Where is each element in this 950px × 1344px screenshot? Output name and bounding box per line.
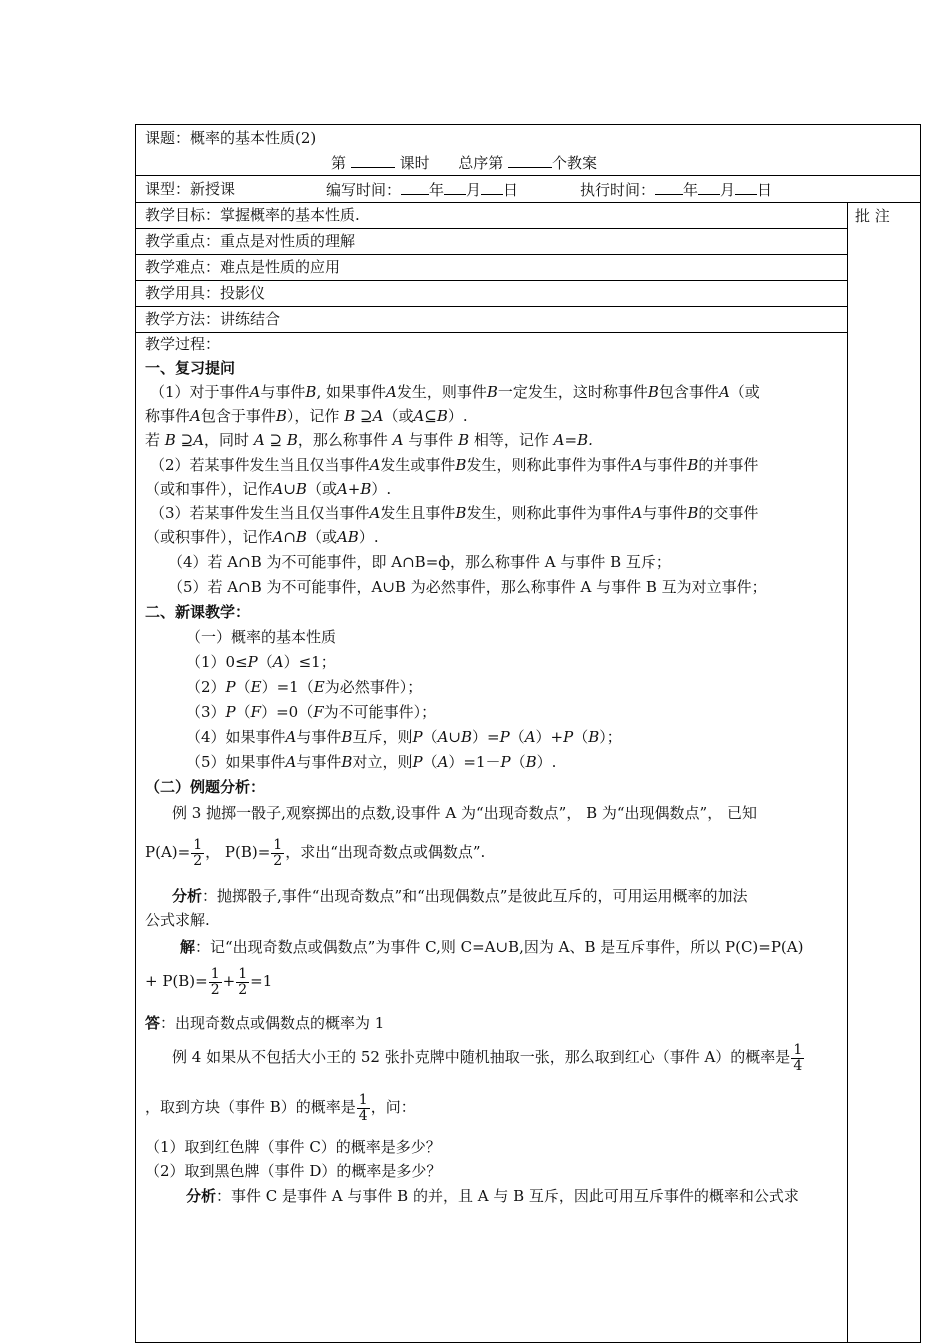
review-item-2-cont: （或和事件），记作A∪B（或A+B）. (145, 480, 392, 498)
property-3: （3）P（F）=0（F为不可能事件）； (186, 703, 437, 721)
write-time: 编写时间： 年 月 日 (326, 181, 519, 199)
teaching-goal: 教学目标：掌握概率的基本性质. (145, 206, 360, 224)
process-heading: 教学过程： (145, 335, 221, 353)
fraction-one-half: $\frac{1}{2}$ (273, 836, 283, 869)
example-4-line-1: 例 4 如果从不包括大小王的 52 张扑克牌中随机抽取一张，那么取到红心（事件 A）的概率是 $\frac{1}{4}$ (172, 1041, 803, 1074)
fraction-one-quarter: $\frac{1}{4}$ (358, 1091, 368, 1124)
review-item-3: （3）若某事件发生当且仅当事件A发生且事件B发生，则称此事件为事件A与事件B的交事件 (150, 504, 759, 522)
example-3-solution: 解：记“出现奇数点或偶数点”为事件 C,则 C=A∪B,因为 A、B 是互斥事件，所以 P(C)=P(A) (180, 938, 804, 956)
review-item-2: （2）若某事件发生当且仅当事件A发生或事件B发生，则称此事件为事件A与事件B的并事件 (150, 456, 759, 474)
property-heading: （一）概率的基本性质 (186, 628, 337, 646)
example-3-answer: 答：出现奇数点或偶数点的概率为 1 (145, 1014, 385, 1032)
example-3-solution-cont: + P(B)= $\frac{1}{2}$ + $\frac{1}{2}$ =1 (145, 965, 273, 998)
review-item-1: （1）对于事件A与事件B, 如果事件A发生，则事件B一定发生，这时称事件B包含事件A（或 (150, 383, 760, 401)
review-equality: 若 B ⊇A，同时 A ⊇ B，那么称事件 A 与事件 B 相等，记作 A=B. (145, 431, 593, 449)
example-4-analysis: 分析：事件 C 是事件 A 与事件 B 的并，且 A 与 B 互斥，因此可用互斥事件的概率和公式求 (186, 1187, 799, 1205)
session-number-blank (351, 152, 395, 168)
difficulty-row (135, 255, 848, 281)
method-row (135, 307, 848, 333)
example-4-question-1: （1）取到红色牌（事件 C）的概率是多少？ (145, 1138, 441, 1156)
key-point-row (135, 229, 848, 255)
section-new-lesson-title: 二、新课教学： (145, 603, 251, 621)
teaching-key-point: 教学重点：重点是对性质的理解 (145, 232, 356, 250)
section-examples-title: （二）例题分析： (145, 778, 266, 796)
property-4: （4）如果事件A与事件B互斥，则P（A∪B）=P（A）+P（B）； (186, 728, 622, 746)
session-info: 第 课时 总序第 个教案 (331, 154, 598, 172)
example-4-question-2: （2）取到黑色牌（事件 D）的概率是多少？ (145, 1162, 442, 1180)
course-title: 课题：概率的基本性质(2) (145, 129, 317, 147)
teaching-tools: 教学用具：投影仪 (145, 284, 266, 302)
annotation-label: 批 注 (855, 207, 890, 225)
property-2: （2）P（E）=1（E为必然事件）； (186, 678, 423, 696)
section-review-title: 一、复习提问 (145, 359, 236, 377)
review-item-5: （5）若 A∩B 为不可能事件，A∪B 为必然事件，那么称事件 A 与事件 B 互为对立事件； (168, 578, 767, 596)
teaching-process (135, 333, 848, 1343)
property-1: （1）0≤P（A）≤1； (186, 653, 336, 671)
tools-row (135, 281, 848, 307)
review-item-4: （4）若 A∩B 为不可能事件，即 A∩B=ф，那么称事件 A 与事件 B 互斥； (168, 553, 671, 571)
total-number-blank (508, 152, 552, 168)
teaching-difficulty: 教学难点：难点是性质的应用 (145, 258, 341, 276)
example-3-analysis: 分析：抛掷骰子,事件“出现奇数点”和“出现偶数点”是彼此互斥的，可用运用概率的加法 (172, 887, 748, 905)
fraction-one-half: $\frac{1}{2}$ (193, 836, 203, 869)
annotation-column (847, 203, 921, 1343)
title-row (135, 124, 921, 176)
property-5: （5）如果事件A与事件B对立，则P（A）=1－P（B）. (186, 753, 557, 771)
example-4-line-2: ，取到方块（事件 B）的概率是 $\frac{1}{4}$ ，问： (145, 1091, 416, 1124)
example-3-line-2: P(A)= $\frac{1}{2}$ ， P(B)= $\frac{1}{2}$ ，求出“出现奇数点或偶数点”. (145, 836, 486, 869)
fraction-one-half: $\frac{1}{2}$ (238, 965, 248, 998)
fraction-one-quarter: $\frac{1}{4}$ (793, 1041, 803, 1074)
goal-row (135, 203, 848, 229)
lesson-type: 课型：新授课 (145, 180, 236, 198)
review-item-3-cont: （或积事件），记作A∩B（或AB）. (145, 528, 379, 546)
fraction-one-half: $\frac{1}{2}$ (210, 965, 220, 998)
lesson-type-row (135, 176, 921, 203)
example-3-analysis-cont: 公式求解. (145, 911, 210, 929)
review-item-1-cont: 称事件A包含于事件B），记作 B ⊇A（或A⊆B）. (145, 407, 468, 425)
exec-time: 执行时间： 年 月 日 (580, 181, 773, 199)
example-3-line-1: 例 3 抛掷一骰子,观察掷出的点数,设事件 A 为“出现奇数点”， B 为“出现偶数点”， 已知 (172, 804, 757, 822)
teaching-method: 教学方法：讲练结合 (145, 310, 281, 328)
